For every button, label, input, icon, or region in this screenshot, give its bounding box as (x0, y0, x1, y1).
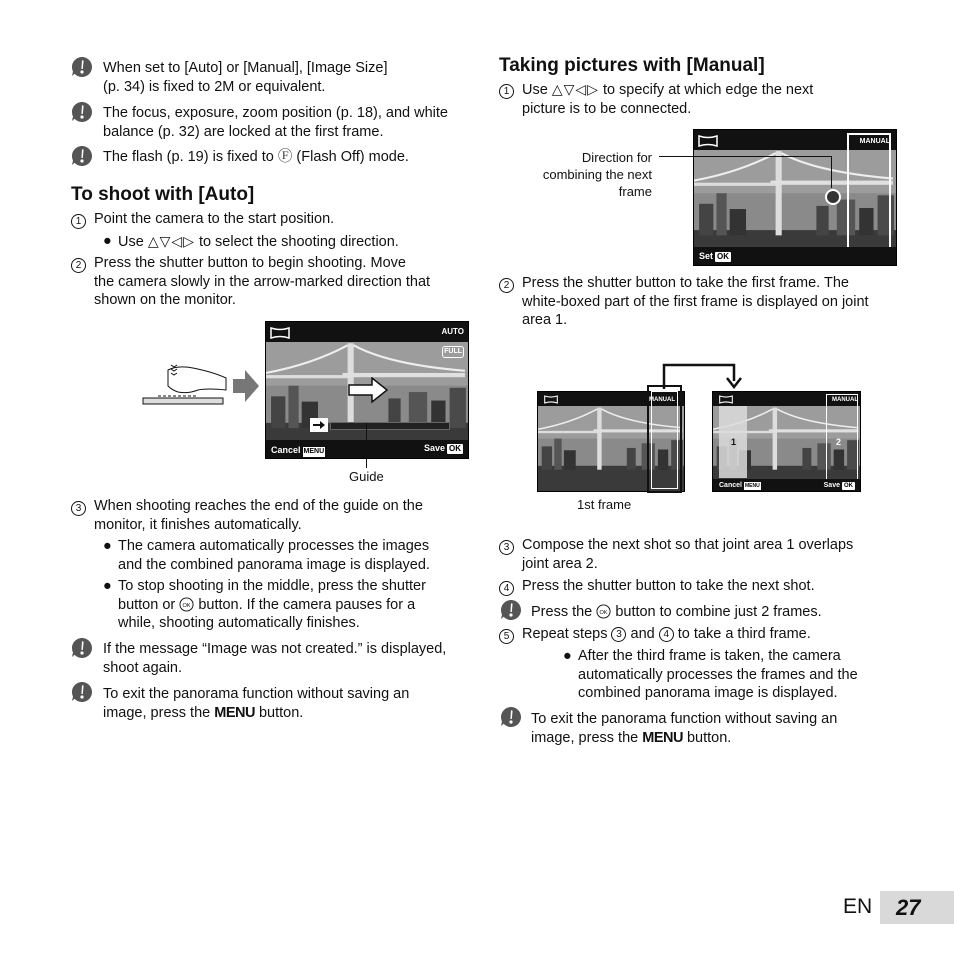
manual-step-4: 4 Press the shutter button to take the next shot. (499, 577, 899, 597)
language-label: EN (843, 895, 873, 918)
auto-step-2: 2 Press the shutter button to begin shooting. Move the camera slowly in the arrow-marked direction that shown on the monitor. (71, 254, 471, 314)
transfer-arrow-icon (662, 363, 742, 389)
note-flash: The flash (p. 19) is fixed to Ⓕ (Flash Off) mode. (103, 149, 409, 165)
joint-area-2-box (826, 394, 858, 480)
manual-step-2: 2 Press the shutter button to take the first frame. The white-boxed part of the first frame is displayed on joint area 1. (499, 274, 899, 334)
guide-callout-line (366, 423, 367, 468)
note-combine-two: Press the button to combine just 2 frames. (531, 604, 822, 620)
note-image-size: When set to [Auto] or [Manual], [Image Size] (p. 34) is fixed to 2M or equivalent. (103, 60, 388, 95)
joint-2-label: 2 (836, 437, 842, 447)
joint-area-box (847, 133, 891, 264)
step-number: 1 (499, 84, 514, 99)
monitor-second-frame (712, 391, 861, 492)
page-number-tab (880, 891, 954, 924)
step-number: 2 (71, 258, 86, 273)
direction-callout-line (659, 156, 832, 157)
cancel-hint: Cancel MENU (719, 482, 760, 489)
panorama-mode-icon (719, 395, 733, 404)
manual-step-3: 3 Compose the next shot so that joint area 1 overlaps joint area 2. (499, 536, 899, 576)
hand-pressing-shutter-illustration (138, 360, 228, 410)
save-hint: Save OK (423, 443, 461, 453)
step-number: 2 (499, 278, 514, 293)
auto-heading: To shoot with [Auto] (71, 184, 255, 205)
manual-step-5: 5 Repeat steps 3 and 4 to take a third frame. (499, 625, 899, 645)
small-arrow-icon (312, 421, 326, 429)
step-number: 1 (71, 214, 86, 229)
set-hint: Set OK (699, 251, 730, 261)
auto-step-1: 1 Point the camera to the start position. (71, 210, 471, 250)
page-number: 27 (896, 895, 921, 920)
monitor-auto-panorama (265, 321, 469, 459)
caution-icon (71, 101, 93, 123)
image-size-badge: FULL (442, 346, 464, 358)
save-hint: Save OK (823, 482, 853, 489)
ok-button-icon (179, 597, 194, 612)
ok-button-icon (596, 604, 611, 619)
caution-icon (500, 599, 522, 621)
arrow-keys-icon: △▽◁▷ (147, 233, 195, 249)
right-arrow-icon (233, 370, 259, 402)
direction-label: Direction for combining the next frame (542, 150, 652, 199)
mode-label: MANUAL (859, 138, 890, 145)
note-focus-lock: The focus, exposure, zoom position (p. 18), and white balance (p. 32) are locked at the first frame. (103, 105, 448, 140)
first-frame-label: 1st frame (577, 497, 632, 512)
mode-label: MANUAL (832, 397, 858, 403)
direction-cursor-icon (825, 189, 841, 205)
note-image-not-created: If the message “Image was not created.” is displayed, shoot again. (103, 641, 447, 676)
caution-icon (500, 706, 522, 728)
step-number: 3 (71, 501, 86, 516)
direction-arrow-icon (348, 377, 388, 403)
guide-label: Guide (349, 469, 384, 484)
step-number: 5 (499, 629, 514, 644)
mode-label: AUTO (441, 327, 464, 336)
joint-1-label: 1 (731, 437, 737, 447)
step-number: 4 (499, 581, 514, 596)
cancel-hint: Cancel MENU (271, 445, 325, 455)
direction-callout-line-v (831, 156, 832, 188)
panorama-mode-icon (544, 395, 558, 404)
mode-label: MANUAL (649, 397, 675, 403)
note-exit-auto: To exit the panorama function without saving an image, press the MENU button. (103, 686, 410, 721)
manual-heading: Taking pictures with [Manual] (499, 55, 765, 76)
manual-step-1: 1 Use △▽◁▷ to specify at which edge the next picture is to be connected. (499, 80, 899, 120)
caution-icon (71, 145, 93, 167)
joint-area-inner-box (651, 391, 678, 489)
guide-bar (330, 422, 450, 430)
caution-icon (71, 637, 93, 659)
caution-icon (71, 681, 93, 703)
arrow-keys-icon: △▽◁▷ (551, 81, 599, 97)
auto-step-3: 3 When shooting reaches the end of the guide on the monitor, it finishes automatically. (71, 497, 471, 537)
note-exit-manual: To exit the panorama function without saving an image, press the MENU button. (531, 711, 838, 746)
caution-icon (71, 56, 93, 78)
panorama-mode-icon (698, 135, 718, 147)
step-number: 3 (499, 540, 514, 555)
panorama-mode-icon (270, 327, 290, 339)
monitor-manual-panorama (693, 129, 897, 266)
